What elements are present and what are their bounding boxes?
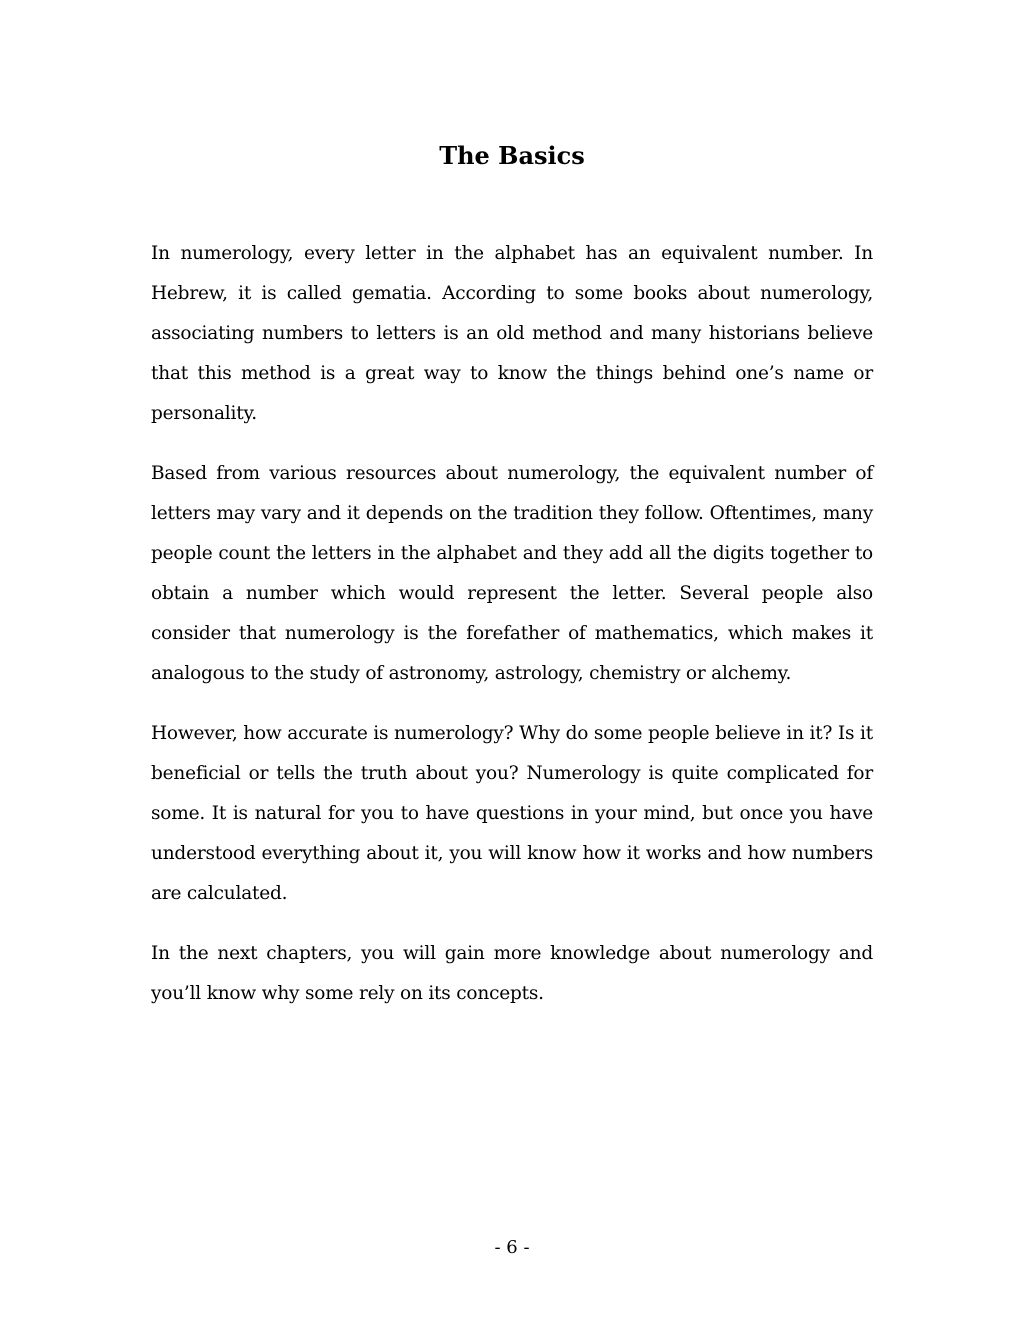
paragraph: However, how accurate is numerology? Why do some people believe in it? Is it beneficial or tells the truth about you? Numerology is quite complicated for some. It is natural for you to have questions in your mind, but once you have understood everything about it, you will know how it works and how numbers are calculated. bbox=[151, 723, 873, 904]
paragraph: In numerology, every letter in the alphabet has an equivalent number. In Hebrew, it is called gematia. According to some books about numerology, associating numbers to letters is an old method and many historians believe that this method is a great way to know the things behind one’s name or personality. bbox=[151, 243, 873, 424]
page-title: The Basics bbox=[439, 141, 585, 170]
body-text bbox=[151, 234, 873, 1034]
paragraph: Based from various resources about numerology, the equivalent number of letters may vary and it depends on the tradition they follow. Oftentimes, many people count the letters in the alphabet and they add all the digits together to obtain a number which would represent the letter. Several people also consider that numerology is the forefather of mathematics, which makes it analogous to the study of astronomy, astrology, chemistry or alchemy. bbox=[151, 463, 873, 684]
page-number: - 6 - bbox=[494, 1237, 530, 1258]
paragraph: In the next chapters, you will gain more knowledge about numerology and you’ll know why some rely on its concepts. bbox=[151, 943, 873, 1004]
